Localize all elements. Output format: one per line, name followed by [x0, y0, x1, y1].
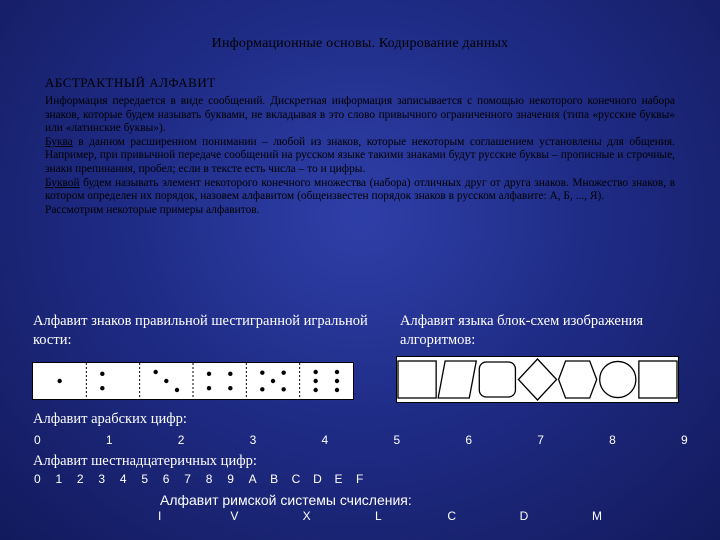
hex-digit: 1 [55, 472, 63, 486]
arabic-digit: 4 [321, 433, 329, 447]
hex-digit: F [356, 472, 364, 486]
die-pip [260, 387, 264, 391]
flowchart-diamond [518, 359, 556, 400]
paragraph-1: Информация передается в виде сообщений. Дискретная информация записывается с помощью некоторого конечного набора знаков, которые будем называть буквами, не вкладывая в это слово привычного ограниченного значения (типа «русские буквы» или «латинские буквы»). [45, 95, 675, 135]
term-bukvoy: Буквой [45, 176, 80, 189]
slide-title: Информационные основы. Кодирование данных [211, 36, 509, 51]
die-pip [207, 372, 211, 376]
hex-digit: 9 [227, 472, 234, 486]
flowchart-circle [600, 361, 636, 397]
roman-symbol: M [592, 509, 602, 523]
die-pip [335, 370, 339, 374]
roman-symbol: L [375, 509, 382, 523]
die-face-5 [246, 363, 286, 399]
die-pip [100, 372, 104, 376]
hex-digit: D [313, 472, 322, 486]
arabic-digit: 6 [465, 433, 473, 447]
hex-digit: 6 [162, 472, 170, 486]
arabic-digit: 8 [609, 433, 616, 447]
die-pip [281, 387, 285, 391]
flowchart-rectangle [639, 361, 677, 398]
paragraph-3-text: будем называть элемент некоторого конечного множества (набора) отличных друг от друга знаков. Множество знаков, в котором определен их порядок, назовем алфавитом (общеизвестен порядок знаков в русском алфавите: А, Б, ..., Я). [45, 176, 675, 203]
hex-digit: 2 [76, 472, 84, 486]
die-pip [57, 379, 61, 383]
die-pip [313, 379, 317, 383]
hex-digit: E [334, 472, 343, 486]
die-face-6 [300, 363, 340, 399]
dice-strip [32, 362, 354, 400]
hex-digit: A [248, 472, 257, 486]
dice-faces [33, 363, 353, 399]
term-bukva: Буква [45, 135, 73, 148]
die-pip [207, 386, 211, 390]
hex-digit: 7 [184, 472, 191, 486]
hex-digit: 0 [34, 472, 41, 486]
die-pip [313, 388, 317, 392]
flowchart-rounded-rectangle [479, 362, 515, 397]
arabic-digit: 3 [249, 433, 257, 447]
body-text [45, 95, 675, 217]
paragraph-2-text: в данном расширенном понимании – любой из знаков, которые некоторым соглашением установлены для общения. Например, при привычной передаче сообщений на русском языке такими знаками будут русские буквы – прописные и строчные, знаки препинания, пробел; если в тексте есть числа – то и цифры. [45, 135, 675, 175]
die-face-3 [140, 363, 180, 399]
die-pip [175, 388, 179, 392]
die-face-1 [57, 379, 61, 383]
roman-symbol: C [447, 509, 456, 523]
roman-symbol: D [519, 509, 529, 523]
die-pip [228, 386, 232, 390]
flowchart-shapes [397, 357, 678, 402]
die-pip [164, 379, 168, 383]
arabic-digit: 9 [681, 433, 688, 447]
die-pip [271, 379, 275, 383]
roman-symbol: X [302, 509, 311, 523]
paragraph-3 [45, 177, 675, 204]
roman-symbol: V [230, 509, 239, 523]
arabic-label: Алфавит арабских цифр: [33, 411, 187, 427]
arabic-digit: 1 [105, 433, 113, 447]
die-pip [100, 386, 104, 390]
die-face-2 [86, 363, 104, 399]
die-pip [313, 370, 317, 374]
hex-digit: B [270, 472, 279, 486]
hex-digit: 8 [205, 472, 213, 486]
arabic-digit: 7 [537, 433, 544, 447]
flowchart-parallelogram [438, 361, 476, 398]
arabic-digit: 5 [393, 433, 401, 447]
hex-digit: C [291, 472, 301, 486]
arabic-digit: 2 [177, 433, 185, 447]
hex-digit: 4 [119, 472, 127, 486]
die-pip [260, 371, 264, 375]
flowchart-hexagon [559, 361, 597, 398]
flowchart-rectangle [398, 361, 436, 398]
section-heading: АБСТРАКТНЫЙ АЛФАВИТ [45, 75, 216, 90]
flowchart-strip [396, 356, 679, 403]
flowchart-label: Алфавит языка блок-схем изображения алгоритмов: [400, 313, 644, 348]
arabic-digit: 0 [34, 433, 41, 447]
roman-symbol: I [158, 509, 162, 523]
die-pip [335, 388, 339, 392]
die-pip [335, 379, 339, 383]
hex-digit: 5 [141, 472, 149, 486]
die-pip [281, 371, 285, 375]
hex-digit: 3 [98, 472, 106, 486]
paragraph-2 [45, 136, 675, 177]
die-face-4 [193, 363, 233, 399]
hex-label: Алфавит шестнадцатеричных цифр: [33, 453, 257, 469]
dice-label: Алфавит знаков правильной шестигранной игральной кости: [33, 313, 368, 348]
die-pip [228, 372, 232, 376]
paragraph-4: Рассмотрим некоторые примеры алфавитов. [45, 203, 260, 216]
die-pip [153, 370, 157, 374]
roman-label: Алфавит римской системы счисления: [160, 492, 412, 508]
